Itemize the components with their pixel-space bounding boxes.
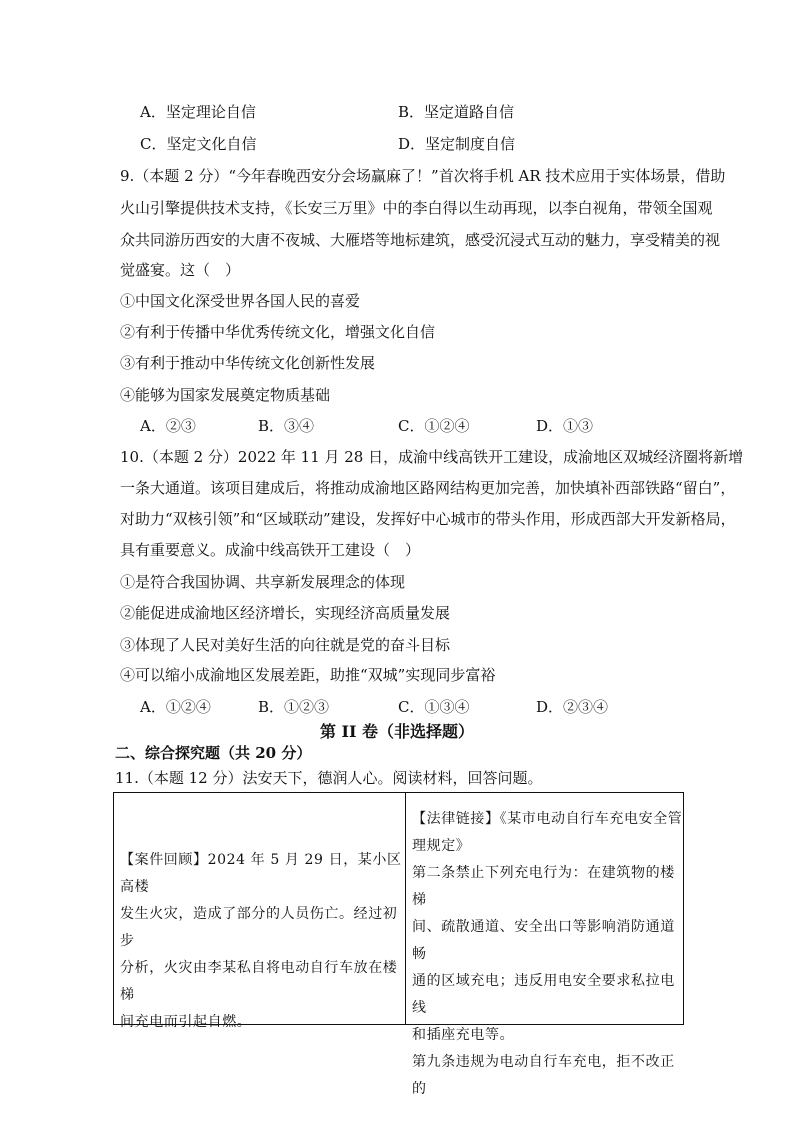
part-two-title: 第 II 卷（非选择题） bbox=[319, 722, 475, 741]
q11-stem: 11.（本题 12 分）法安天下，德润人心。阅读材料，回答问题。 bbox=[115, 769, 543, 787]
law-link-line-4: 间、疏散通道、安全出口等影响消防通道畅 bbox=[412, 919, 675, 962]
q9-stem-line-2: 火山引擎提供技术支持，《长安三万里》中的李白得以生动再现，以李白视角，带领全国观 bbox=[120, 199, 713, 217]
q9-statement-2: ②有利于传播中华优秀传统文化，增强文化自信 bbox=[120, 323, 436, 341]
section-heading: 二、综合探究题（共 20 分） bbox=[115, 744, 312, 762]
q8-option-c: C．坚定文化自信 bbox=[140, 135, 257, 153]
q8-option-d: D．坚定制度自信 bbox=[398, 135, 516, 153]
q10-option-c: C．①③④ bbox=[398, 698, 470, 716]
q9-option-c: C．①②④ bbox=[398, 417, 470, 435]
q9-stem-line-4: 觉盛宴。这（ ） bbox=[120, 261, 241, 279]
case-review-line-2: 发生火灾，造成了部分的人员伤亡。经过初步 bbox=[120, 906, 398, 949]
material-table bbox=[113, 792, 684, 1097]
q9-statement-3: ③有利于推动中华传统文化创新性发展 bbox=[120, 354, 376, 372]
q8-option-b: B．坚定道路自信 bbox=[398, 103, 515, 121]
q10-statement-1: ①是符合我国协调、共享新发展理念的体现 bbox=[120, 573, 406, 591]
q10-statement-2: ②能促进成渝地区经济增长，实现经济高质量发展 bbox=[120, 604, 451, 622]
law-link-cell bbox=[406, 793, 684, 1097]
law-link-line-3: 第二条禁止下列充电行为：在建筑物的楼梯 bbox=[412, 865, 675, 908]
q10-statement-3: ③体现了人民对美好生活的向往就是党的奋斗目标 bbox=[120, 636, 451, 654]
case-review-cell bbox=[114, 793, 406, 1030]
q10-option-b: B．①②③ bbox=[258, 698, 330, 716]
q10-stem-line-1: 10.（本题 2 分）2022 年 11 月 28 日，成渝中线高铁开工建设，成渝地区双城经济圈将新增 bbox=[120, 448, 744, 466]
q9-option-d: D．①③ bbox=[536, 417, 594, 435]
q9-option-b: B．③④ bbox=[258, 417, 315, 435]
case-review-text bbox=[120, 847, 405, 1036]
law-link-line-1: 【法律链接】《某市电动自行车充电安全管 bbox=[412, 811, 683, 827]
q9-stem-line-3: 众共同游历西安的大唐不夜城、大雁塔等地标建筑，感受沉浸式互动的魅力，享受精美的视 bbox=[120, 231, 721, 249]
q10-option-d: D．②③④ bbox=[536, 698, 609, 716]
law-link-line-2: 理规定》 bbox=[412, 838, 471, 854]
case-review-line-3: 分析，火灾由李某私自将电动自行车放在楼梯 bbox=[120, 960, 398, 1003]
q8-option-a: A．坚定理论自信 bbox=[140, 103, 256, 121]
q9-statement-1: ①中国文化深受世界各国人民的喜爱 bbox=[120, 292, 361, 310]
case-review-line-4: 间充电而引起自燃。 bbox=[120, 1014, 252, 1030]
law-link-line-5: 通的区域充电；违反用电安全要求私拉电线 bbox=[412, 973, 675, 1016]
law-link-text bbox=[412, 806, 683, 1103]
q10-statement-4: ④可以缩小成渝地区发展差距，助推“双城”实现同步富裕 bbox=[120, 666, 496, 684]
q10-stem-line-2: 一条大通道。该项目建成后，将推动成渝地区路网结构更加完善，加快填补西部铁路“留白”， bbox=[120, 479, 736, 497]
case-review-line-1: 【案件回顾】2024 年 5 月 29 日，某小区高楼 bbox=[120, 852, 402, 895]
q10-stem-line-3: 对助力“双核引领”和“区域联动”建设，发挥好中心城市的带头作用，形成西部大开发新格局， bbox=[120, 510, 736, 528]
q9-stem-line-1: 9.（本题 2 分）“今年春晚西安分会场赢麻了！”首次将手机 AR 技术应用于实体场景，借助 bbox=[120, 167, 726, 185]
law-link-line-7: 第九条违规为电动自行车充电，拒不改正的 bbox=[412, 1054, 675, 1097]
q9-option-a: A．②③ bbox=[140, 417, 196, 435]
q10-option-a: A．①②④ bbox=[140, 698, 211, 716]
law-link-line-6: 和插座充电等。 bbox=[412, 1027, 515, 1043]
q9-statement-4: ④能够为国家发展奠定物质基础 bbox=[120, 386, 331, 404]
q10-stem-line-4: 具有重要意义。成渝中线高铁开工建设（ ） bbox=[120, 541, 421, 559]
